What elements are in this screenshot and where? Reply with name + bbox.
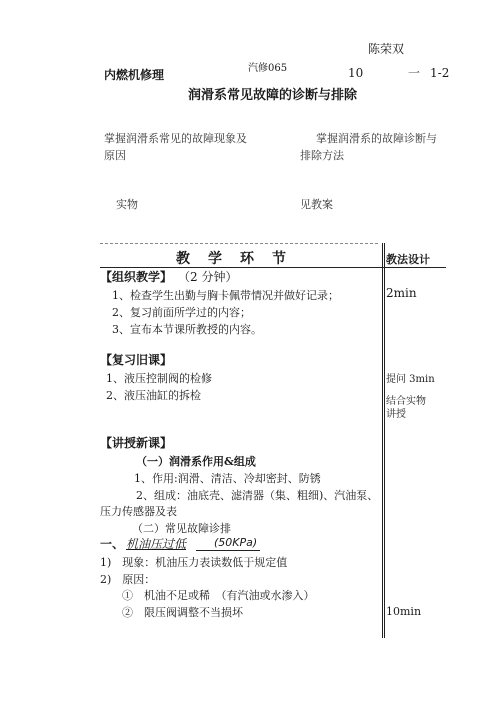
organize-item: 2、复习前面所学过的内容； [112,306,251,319]
lesson-topic: 润滑系常见故障的诊断与排除 [188,88,358,103]
fault1-pressure-value: (50KPa) [214,536,258,549]
section-title-new-lesson: 【讲授新课】 [100,436,173,450]
review-item: 2、液压油缸的拆检 [106,389,201,402]
method-review-note: 提问 3min [386,374,435,385]
class-name: 汽修065 [248,63,288,74]
column-header-steps: 教 学 环 节 [176,251,288,267]
method-review-note: 讲授 [386,409,406,420]
section-title-organize: 【组织教学】 [100,270,173,284]
objective-knowledge-line2: 原因 [104,149,126,162]
review-item: 1、液压控制阀的检修 [106,372,212,385]
period-number: 1-2 [430,66,450,80]
cause-item: ① 机油不足或稀 （有汽油或水渗入） [122,589,315,602]
fault1-underline [196,550,260,551]
organize-item: 3、宣布本节课所教授的内容。 [112,323,262,336]
fault1-phenomenon: 1) 现象：机油压力表读数低于规定值 [100,556,288,569]
section-title-review: 【复习旧课】 [100,353,173,367]
part1-item: 压力传感器及表 [100,505,177,518]
table-divider-right [384,243,385,638]
part1-title: （一）润滑系作用&组成 [136,455,256,468]
cause-item: ② 限压阀调整不当损坏 [122,606,243,619]
objective-skill-line1: 掌握润滑系的故障诊断与 [316,132,437,145]
table-divider-left [382,243,383,638]
objective-knowledge-line1: 掌握润滑系常见的故障现象及 [104,132,247,145]
method-new-time: 10min [386,605,422,618]
part2-title: （二）常见故障诊排 [132,522,231,535]
fault1-number: 一、 [100,537,125,551]
reference-material: 见教案 [300,198,333,211]
fault1-cause-label: 2) 原因： [100,573,156,586]
header-dash: 一 [408,66,421,80]
organize-item: 1、检查学生出勤与胸卡佩带情况并做好记录； [112,289,339,302]
fault1-name: 机油压过低 [126,537,187,551]
organize-duration: （2 分钟） [178,270,238,284]
objective-skill-line2: 排除方法 [300,149,344,162]
course-name: 内燃机修理 [104,68,165,82]
method-organize-time: 2min [386,286,417,300]
table-top-rule [100,243,378,244]
part1-item: 2、组成：油底壳、滤清器（集、粗细)、汽油泵、 [136,489,379,502]
week-number: 10 [348,66,364,80]
column-header-method: 教法设计 [386,253,430,266]
teaching-aids: 实物 [116,198,138,211]
part1-item: 1、作用:润滑、清洁、冷却密封、防锈 [134,472,321,485]
teacher-name: 陈荣双 [368,42,405,56]
method-review-note: 结合实物 [386,396,426,407]
